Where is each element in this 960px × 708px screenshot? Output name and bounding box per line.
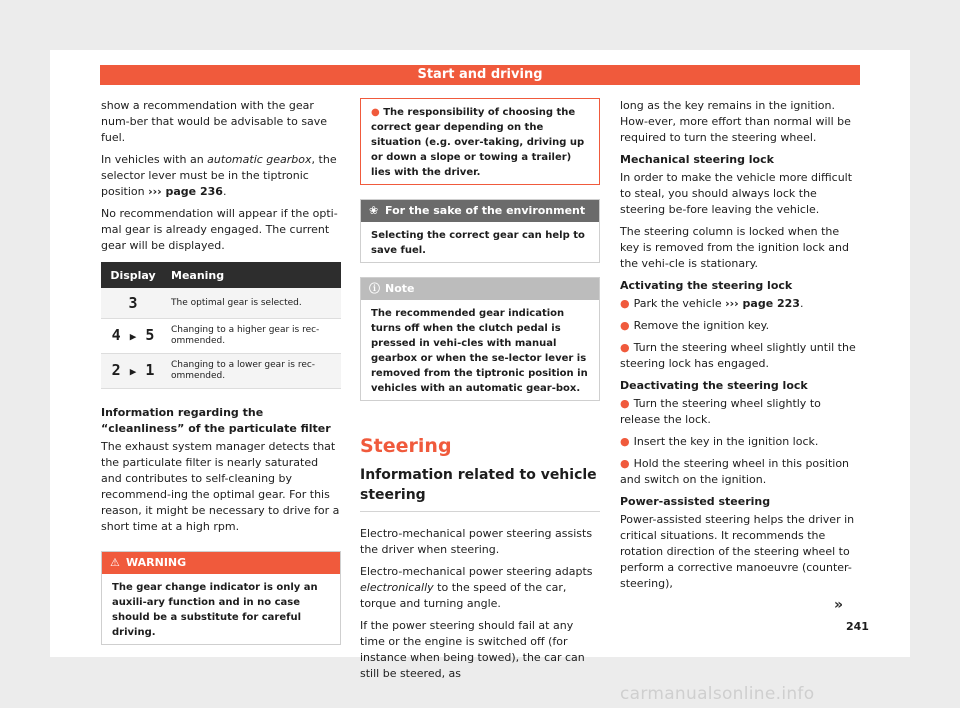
paragraph [101,152,341,200]
warning-text: The responsibility of choosing the correct gear depending on the situation (e.g. over-taking, driving up or down a slope or towing a trailer) lies with the driver. [371,107,585,178]
page-link[interactable]: ››› page 223 [725,297,800,310]
bullet-icon: ● [620,457,630,470]
continue-marker: » [834,597,844,613]
bullet-icon: ● [620,297,630,310]
gear-display [101,354,165,389]
paragraph: long as the key remains in the ignition. How-ever, more effort than normal will be required to turn the steering wheel. [620,99,851,144]
warning-header [102,552,340,574]
note-text: The recommended gear indication turns off when the clutch pedal is pressed in vehi-cles with manual gearbox or when the se-lector lever is removed from the tiptronic position in vehicles with an automatic gear-box. [371,308,588,394]
leaf-flower-icon: ❀ [369,204,379,217]
text: In vehicles with an [101,153,208,166]
paragraph: No recommendation will appear if the opti-mal gear is already engaged. The current gear will be displayed. [101,207,338,252]
text: . [222,185,227,198]
deactivate-heading: Deactivating the steering lock [620,379,808,392]
activate-heading: Activating the steering lock [620,279,793,292]
gear-display [101,319,165,354]
bullet-icon: ● [620,435,630,448]
bullet-icon: ● [620,341,630,354]
note-header [361,278,599,300]
list-item [620,456,860,488]
list-item-text: Turn the steering wheel slightly to release the lock. [620,397,821,426]
gear-table [101,262,341,389]
list-item-end: . [799,297,804,310]
page-number: 241 [846,620,869,633]
column-header: Meaning [165,262,341,288]
list-item-text: Hold the steering wheel in this position and switch on the ignition. [620,457,850,486]
section-title: Steering [360,435,452,457]
gear-meaning: Changing to a higher gear is rec-ommended. [165,319,341,354]
gear-display: 3 [101,288,165,319]
table-header-row [101,262,341,288]
column-1 [101,98,341,645]
warning-title: WARNING [126,556,187,569]
paragraph: Electro-mechanical power steering assists the driver when steering. [360,527,593,556]
emphasis: electronically [360,581,434,594]
environment-header [361,200,599,222]
watermark: carmanualsonline.info [620,684,815,704]
info-icon: ⓘ [369,282,380,295]
gear-meaning: The optimal gear is selected. [165,288,341,319]
gear-to: 1 [145,361,155,379]
environment-title: For the sake of the environment [385,204,586,217]
paragraph: If the power steering should fail at any time or the engine is switched off (for instance when being towed), the car can still be steered, as [360,619,585,680]
column-2 [360,98,600,688]
note-box [360,277,600,401]
arrow-right-icon: ▶ [129,330,137,343]
text: Electro-mechanical power steering adapts [360,565,593,578]
table-row [101,354,341,389]
list-item [620,296,860,312]
list-item [620,434,860,450]
arrow-right-icon: ▶ [129,365,137,378]
gear-meaning: Changing to a lower gear is rec-ommended. [165,354,341,389]
list-item-text: Remove the ignition key. [633,319,770,332]
list-item [620,318,860,334]
warning-text: The gear change indicator is only an auxili-ary function and in no case should be a substitute for careful driving. [112,582,318,638]
page-link[interactable]: ››› page 236 [148,185,223,198]
list-item-text: Insert the key in the ignition lock. [633,435,819,448]
text: to the speed of the car, torque and turning angle. [360,581,567,610]
page-header [100,65,860,85]
bullet-icon: ● [620,319,630,332]
list-item-text: Turn the steering wheel slightly until the steering lock has engaged. [620,341,856,370]
environment-text: Selecting the correct gear can help to save fuel. [371,230,585,256]
note-title: Note [385,282,415,295]
list-item [620,340,860,372]
column-3 [620,98,860,598]
lock-heading: Mechanical steering lock [620,153,774,166]
paragraph: The exhaust system manager detects that the particulate filter is nearly saturated and contributes to self-cleaning by recommend-ing the optimal gear. For this reason, it might be necessary to drive for a short time at a high rpm. [101,440,340,533]
filter-heading: Information regarding the “cleanliness” of the particulate filter [101,406,331,435]
sub-title: Information related to vehicle steering [360,465,600,512]
bullet-icon: ● [371,107,384,118]
paragraph: show a recommendation with the gear num-ber that would be advisable to save fuel. [101,99,328,144]
emphasis: automatic gearbox [207,153,312,166]
list-item-text: Park the vehicle [633,297,726,310]
paragraph: In order to make the vehicle more difficult to steal, you should always lock the steering be-fore leaving the vehicle. [620,171,853,216]
table-row [101,319,341,354]
paragraph: The steering column is locked when the key is removed from the ignition lock and the vehi-cle is stationary. [620,225,849,270]
warning-continued [361,99,599,184]
text: , the selector lever must be in the tiptronic position [101,153,337,198]
column-header: Display [101,262,165,288]
list-item [620,396,860,428]
warning-box [101,551,341,645]
header-title: Start and driving [417,67,543,82]
warning-triangle-icon: ⚠ [110,556,120,569]
gear-from: 4 [111,326,121,344]
bullet-icon: ● [620,397,630,410]
gear-to: 5 [145,326,155,344]
warning-continuation-box [360,98,600,185]
gear-from: 2 [111,361,121,379]
power-heading: Power-assisted steering [620,495,771,508]
paragraph [360,564,600,612]
environment-box [360,199,600,263]
table-row [101,288,341,319]
paragraph: Power-assisted steering helps the driver in critical situations. It recommends the rotation direction of the steering wheel to perform a corrective manoeuvre (counter-steering), [620,513,855,590]
